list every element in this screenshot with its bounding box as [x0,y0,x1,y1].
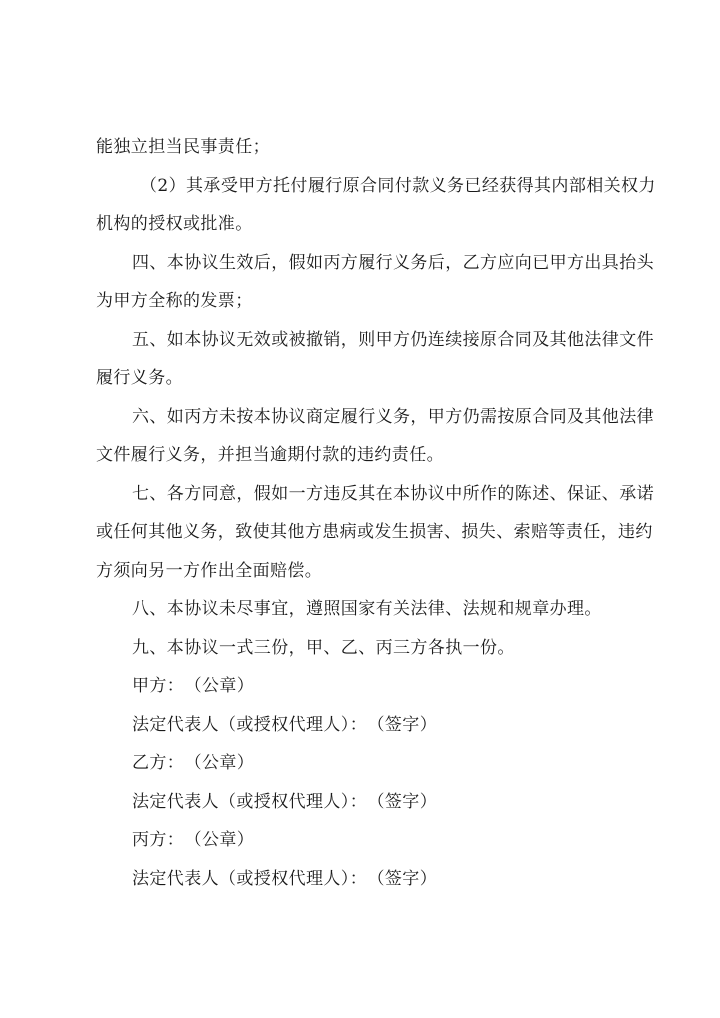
text-line-article-4: 四、本协议生效后，假如丙方履行义务后，乙方应向已甲方出具抬头 [132,252,654,273]
text-line-article-6: 六、如丙方未按本协议商定履行义务，甲方仍需按原合同及其他法律 [132,406,654,427]
text-line-article-7: 七、各方同意，假如一方违反其在本协议中所作的陈述、保证、承诺 [132,483,654,504]
text-line-article-7-end: 方须向另一方作出全面赔偿。 [96,560,323,581]
text-line-article-4-end: 为甲方全称的发票； [96,291,253,311]
text-line-article-5-end: 履行义务。 [96,368,183,388]
text-line-article-7-cont: 或任何其他义务，致使其他方患病或发生损害、损失、索赔等责任，违约 [96,522,653,542]
signature-party-b-representative: 法定代表人（或授权代理人）： （签字） [132,791,438,812]
signature-party-b: 乙方： （公章） [132,753,255,773]
text-line-authorization-end: 机构的授权或批准。 [96,214,253,234]
text-line-article-6-end: 文件履行义务，并担当逾期付款的违约责任。 [96,445,444,465]
signature-party-a-representative: 法定代表人（或授权代理人）： （签字） [132,714,438,735]
text-line-article-9: 九、本协议一式三份，甲、乙、丙三方各执一份。 [132,637,515,658]
text-line-liability-end: 能独立担当民事责任； [96,137,270,157]
document-body [96,128,656,898]
text-line-article-8: 八、本协议未尽事宜，遵照国家有关法律、法规和规章办理。 [132,599,602,619]
signature-party-c-representative: 法定代表人（或授权代理人）： （签字） [132,868,438,889]
text-line-article-5: 五、如本协议无效或被撤销，则甲方仍连续接原合同及其他法律文件 [132,329,654,350]
text-line-clause-2-authorization: （2）其承受甲方托付履行原合同付款义务已经获得其内部相关权力 [140,175,656,196]
signature-party-a: 甲方： （公章） [132,676,255,696]
signature-party-c: 丙方： （公章） [132,830,255,850]
